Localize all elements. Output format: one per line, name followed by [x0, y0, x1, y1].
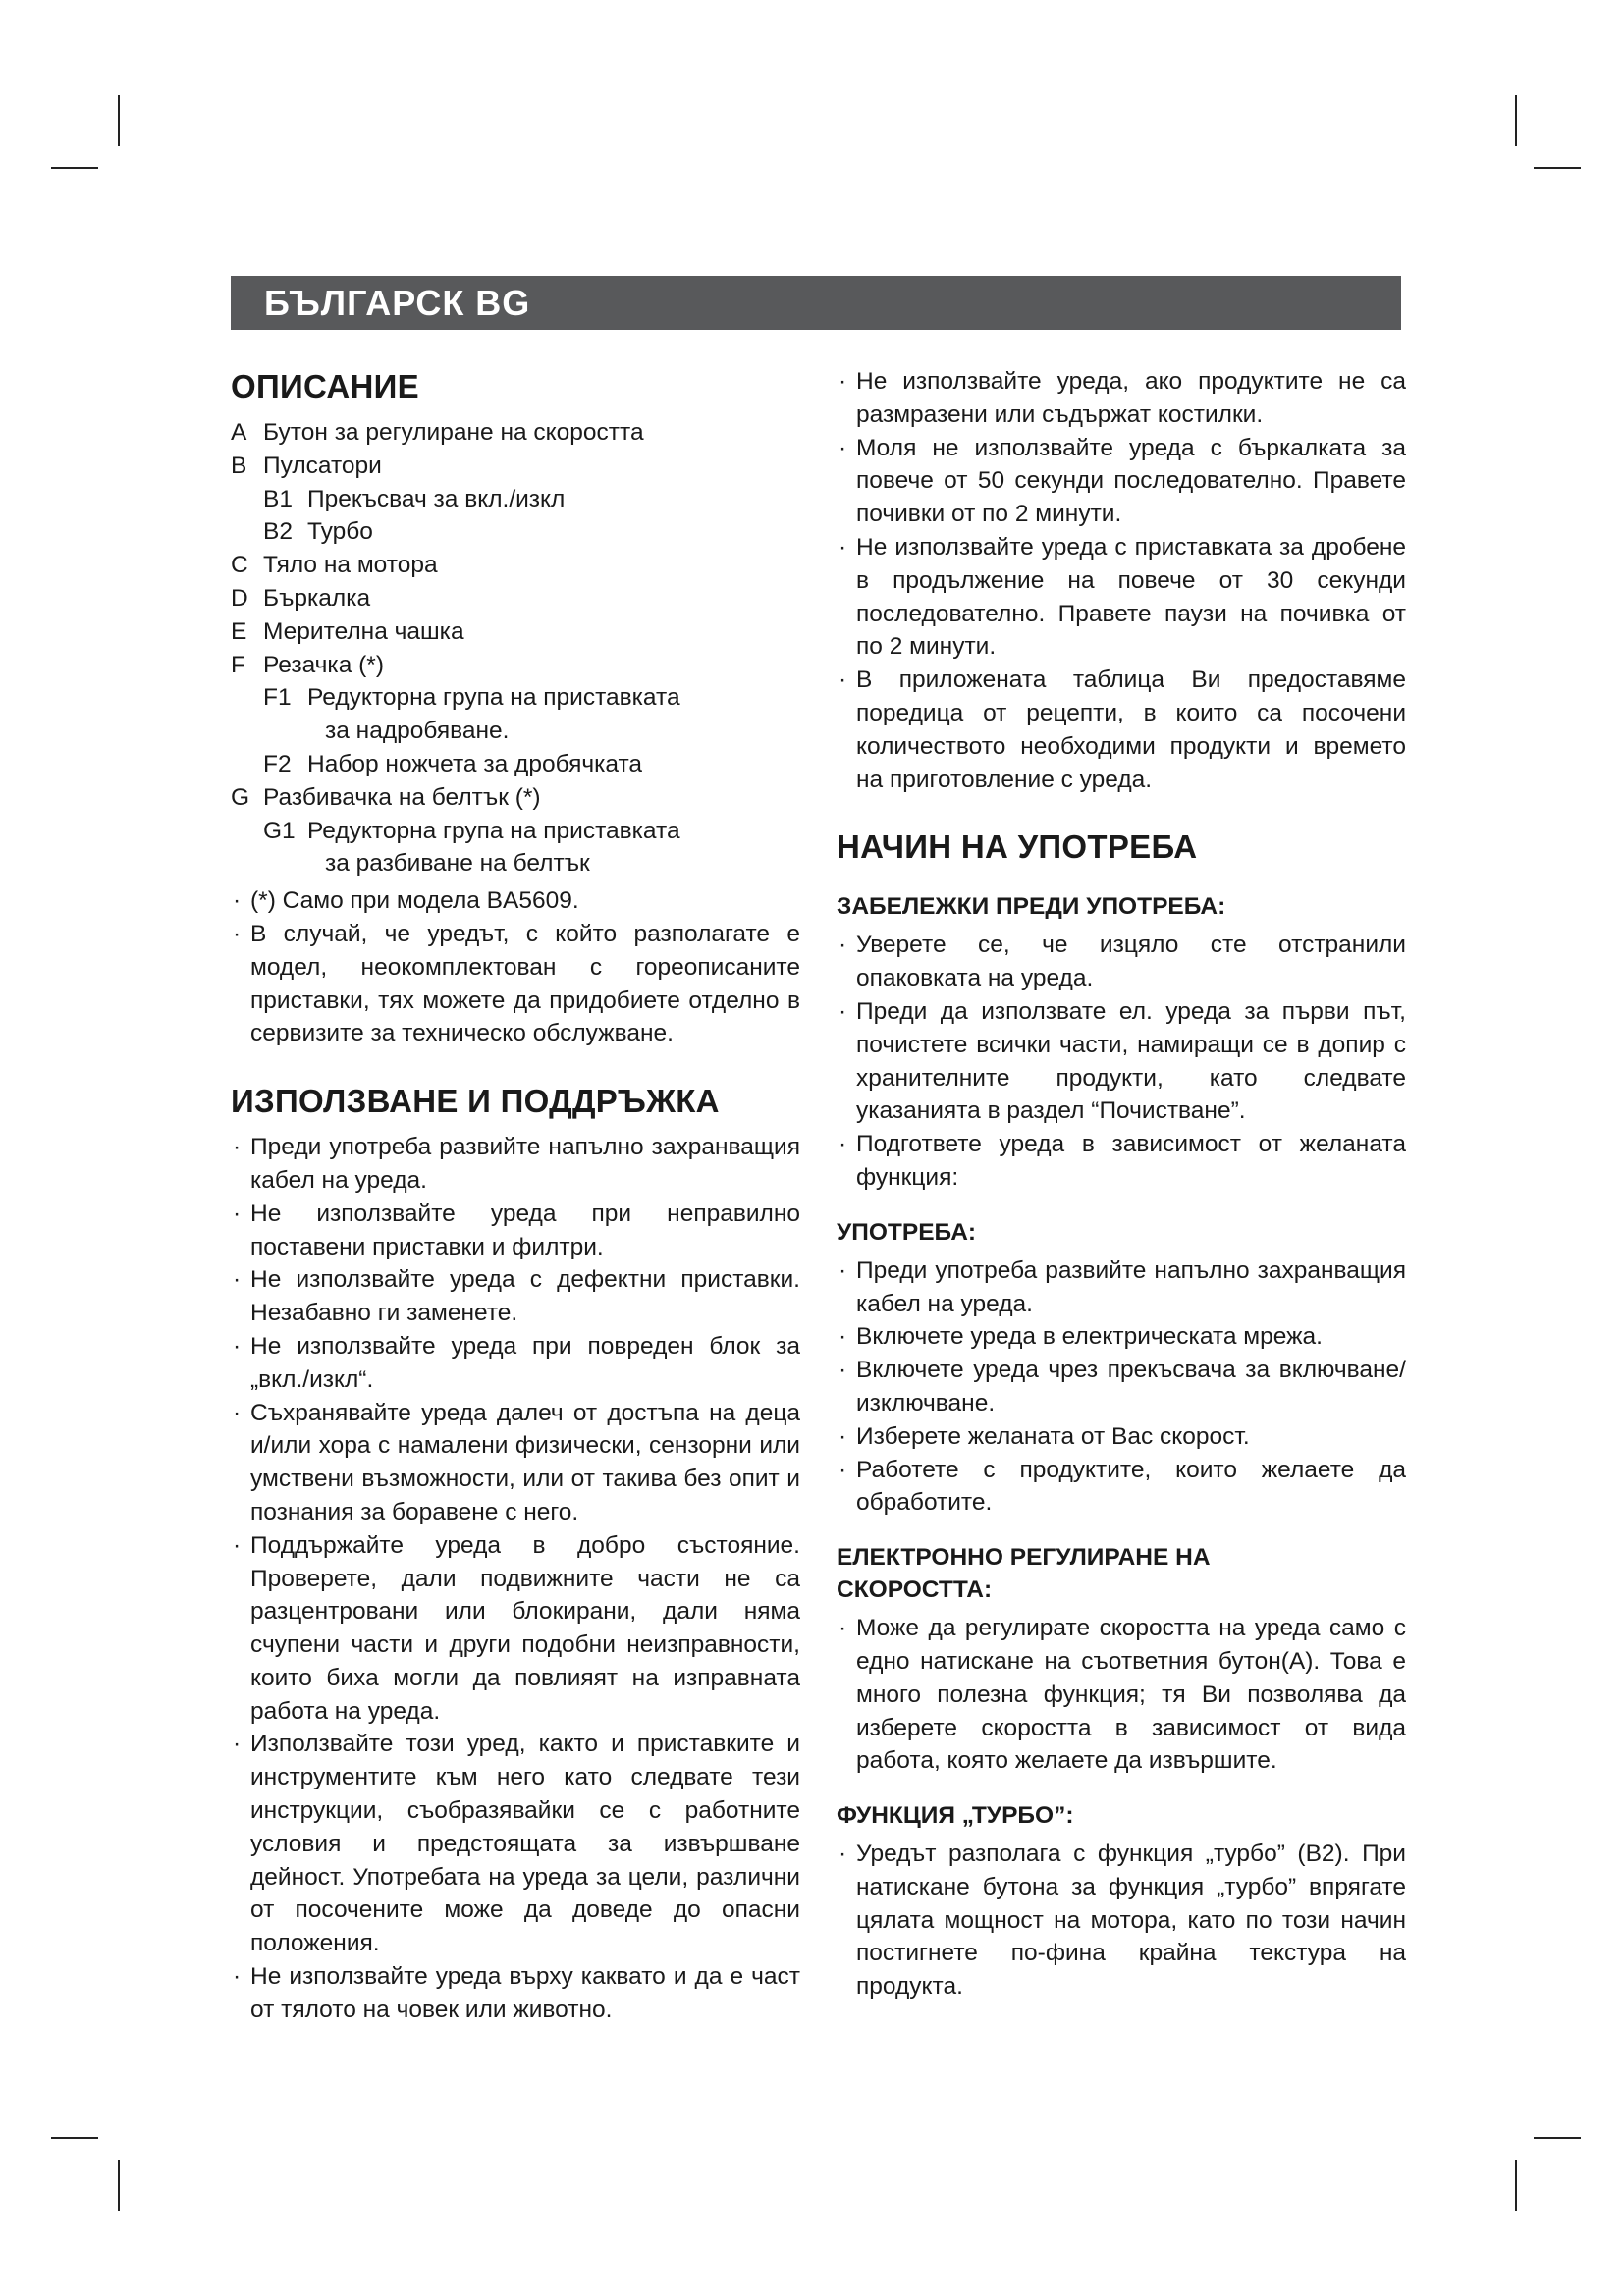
speed-control-heading-line2: СКОРОСТТА:: [837, 1576, 993, 1604]
speed-control-heading: ЕЛЕКТРОННО РЕГУЛИРАНЕ НА: [837, 1544, 1211, 1572]
list-item: B2 Турбо: [263, 518, 373, 546]
list-item: D Бъркалка: [231, 584, 371, 612]
bullet-item: · Може да регулирате скоростта на уреда само с едно натискане на съответния бутон(A). Това е много полезна функция; тя Ви позволява да изберете скоростта в зависимост от вида работа, която желаете да извършите.: [837, 1612, 1406, 1778]
list-item: G Разбивачка на белтък (*): [231, 783, 541, 811]
bullet-item: · Не използвайте уреда върху каквато и да е част от тялото на човек или животно.: [231, 1960, 800, 2027]
bullet-item: · Преди да използвате ел. уреда за първи път, почистете всички части, намиращи се в допир с хранителните продукти, като следвате указанията в раздел “Почистване”.: [837, 995, 1406, 1128]
bullet-item: · Преди употреба развийте напълно захранващия кабел на уреда.: [837, 1255, 1406, 1321]
bullet-item: · Преди употреба развийте напълно захранващия кабел на уреда.: [231, 1131, 800, 1198]
list-item: E Мерителна чашка: [231, 617, 464, 645]
right-column: [837, 365, 1406, 2003]
list-item: F Резачка (*): [231, 651, 384, 678]
bullet-item: · Поддържайте уреда в добро състояние. Проверете, дали подвижните части не са разцентровани или блокирани, дали няма счупени части и други подобни неизправности, които биха могли да повлияят на изправната работа на уреда.: [231, 1529, 800, 1729]
crop-mark: [1515, 95, 1517, 146]
bullet-item: · Не използвайте уреда с дефектни приставки. Незабавно ги заменете.: [231, 1263, 800, 1330]
continued-warnings: [837, 365, 1406, 796]
list-item: G1 Редукторна група на приставката: [263, 817, 680, 844]
usage-care-heading: ИЗПОЛЗВАНЕ И ПОДДРЪЖКА: [231, 1083, 720, 1120]
bullet-item: · Използвайте този уред, както и приставките и инструментите към него като следвате тези инструкции, съобразявайки се с работните условия и предстоящата за извършване дейност. Употребата на уреда за цели, различни от посочените може да доведе до опасни положения.: [231, 1728, 800, 1960]
bullet-item: · Уверете се, че изцяло сте отстранили опаковката на уреда.: [837, 929, 1406, 995]
bullet-item: · Включете уреда чрез прекъсвача за включване/изключване.: [837, 1354, 1406, 1420]
notes-before-use-list: [837, 929, 1406, 1194]
how-to-use-heading: НАЧИН НА УПОТРЕБА: [837, 828, 1198, 866]
usage-care-list: [231, 1131, 800, 2027]
left-column: [231, 365, 800, 2027]
turbo-list: [837, 1838, 1406, 2003]
bullet-item: · В случай, че уредът, с който разполагате е модел, неокомплектован с гореописаните приставки, тях можете да придобиете отделно в сервизите за техническо обслужване.: [231, 918, 800, 1050]
crop-mark: [118, 2160, 120, 2211]
bullet-item: · Не използвайте уреда при повреден блок за „вкл./изкл“.: [231, 1330, 800, 1397]
crop-mark: [1534, 2137, 1581, 2139]
list-item-continuation: за надробяване.: [325, 718, 510, 745]
description-notes: [231, 884, 800, 1050]
crop-mark: [118, 95, 120, 146]
crop-mark: [1515, 2160, 1517, 2211]
crop-mark: [51, 167, 98, 169]
bullet-item: · Работете с продуктите, които желаете да обработите.: [837, 1454, 1406, 1521]
speed-control-list: [837, 1612, 1406, 1778]
bullet-item: · Моля не използвайте уреда с бъркалката за повече от 50 секунди последователно. Правете почивки от по 2 минути.: [837, 432, 1406, 531]
bullet-item: · Подгответе уреда в зависимост от желаната функция:: [837, 1128, 1406, 1195]
crop-mark: [51, 2137, 98, 2139]
list-item-continuation: за разбиване на белтък: [325, 850, 590, 878]
bullet-item: · Не използвайте уреда с приставката за дробене в продължение на повече от 30 секунди последователно. Правете паузи на почивка от по 2 минути.: [837, 531, 1406, 664]
list-item: F2 Набор ножчета за дробячката: [263, 750, 643, 777]
turbo-heading: ФУНКЦИЯ „ТУРБО”:: [837, 1802, 1074, 1830]
list-item: A Бутон за регулиране на скоростта: [231, 419, 644, 446]
list-item: B1 Прекъсвач за вкл./изкл: [263, 485, 566, 512]
use-heading: УПОТРЕБА:: [837, 1218, 977, 1246]
list-item: F1 Редукторна група на приставката: [263, 684, 680, 712]
bullet-item: · Уредът разполага с функция „турбо” (B2). При натискане бутона за функция „турбо” впрягате цялата мощност на мотора, като по този начин постигнете по-фина крайна текстура на продукта.: [837, 1838, 1406, 2003]
bullet-item: · Не използвайте уреда, ако продуктите не са размразени или съдържат костилки.: [837, 365, 1406, 432]
bullet-item: · В приложената таблица Ви предоставяме поредица от рецепти, в които са посочени количеството необходими продукти и времето на приготовление с уреда.: [837, 664, 1406, 796]
bullet-item: · Включете уреда в електрическата мрежа.: [837, 1320, 1406, 1354]
bullet-item: · Не използвайте уреда при неправилно поставени приставки и филтри.: [231, 1198, 800, 1264]
parts-list: [231, 416, 800, 881]
list-item: B Пулсатори: [231, 452, 382, 479]
bullet-item: · (*) Само при модела BA5609.: [231, 884, 800, 918]
list-item: C Тяло на мотора: [231, 552, 438, 579]
language-banner: БЪЛГАРСК BG: [231, 276, 1401, 330]
use-list: [837, 1255, 1406, 1520]
bullet-item: · Съхранявайте уреда далеч от достъпа на деца и/или хора с намалени физически, сензорни или умствени възможности, или от такива без опит и познания за боравене с него.: [231, 1397, 800, 1529]
bullet-item: · Изберете желаната от Вас скорост.: [837, 1420, 1406, 1454]
crop-mark: [1534, 167, 1581, 169]
description-heading: ОПИСАНИЕ: [231, 368, 419, 404]
notes-before-use-heading: ЗАБЕЛЕЖКИ ПРЕДИ УПОТРЕБА:: [837, 893, 1226, 921]
